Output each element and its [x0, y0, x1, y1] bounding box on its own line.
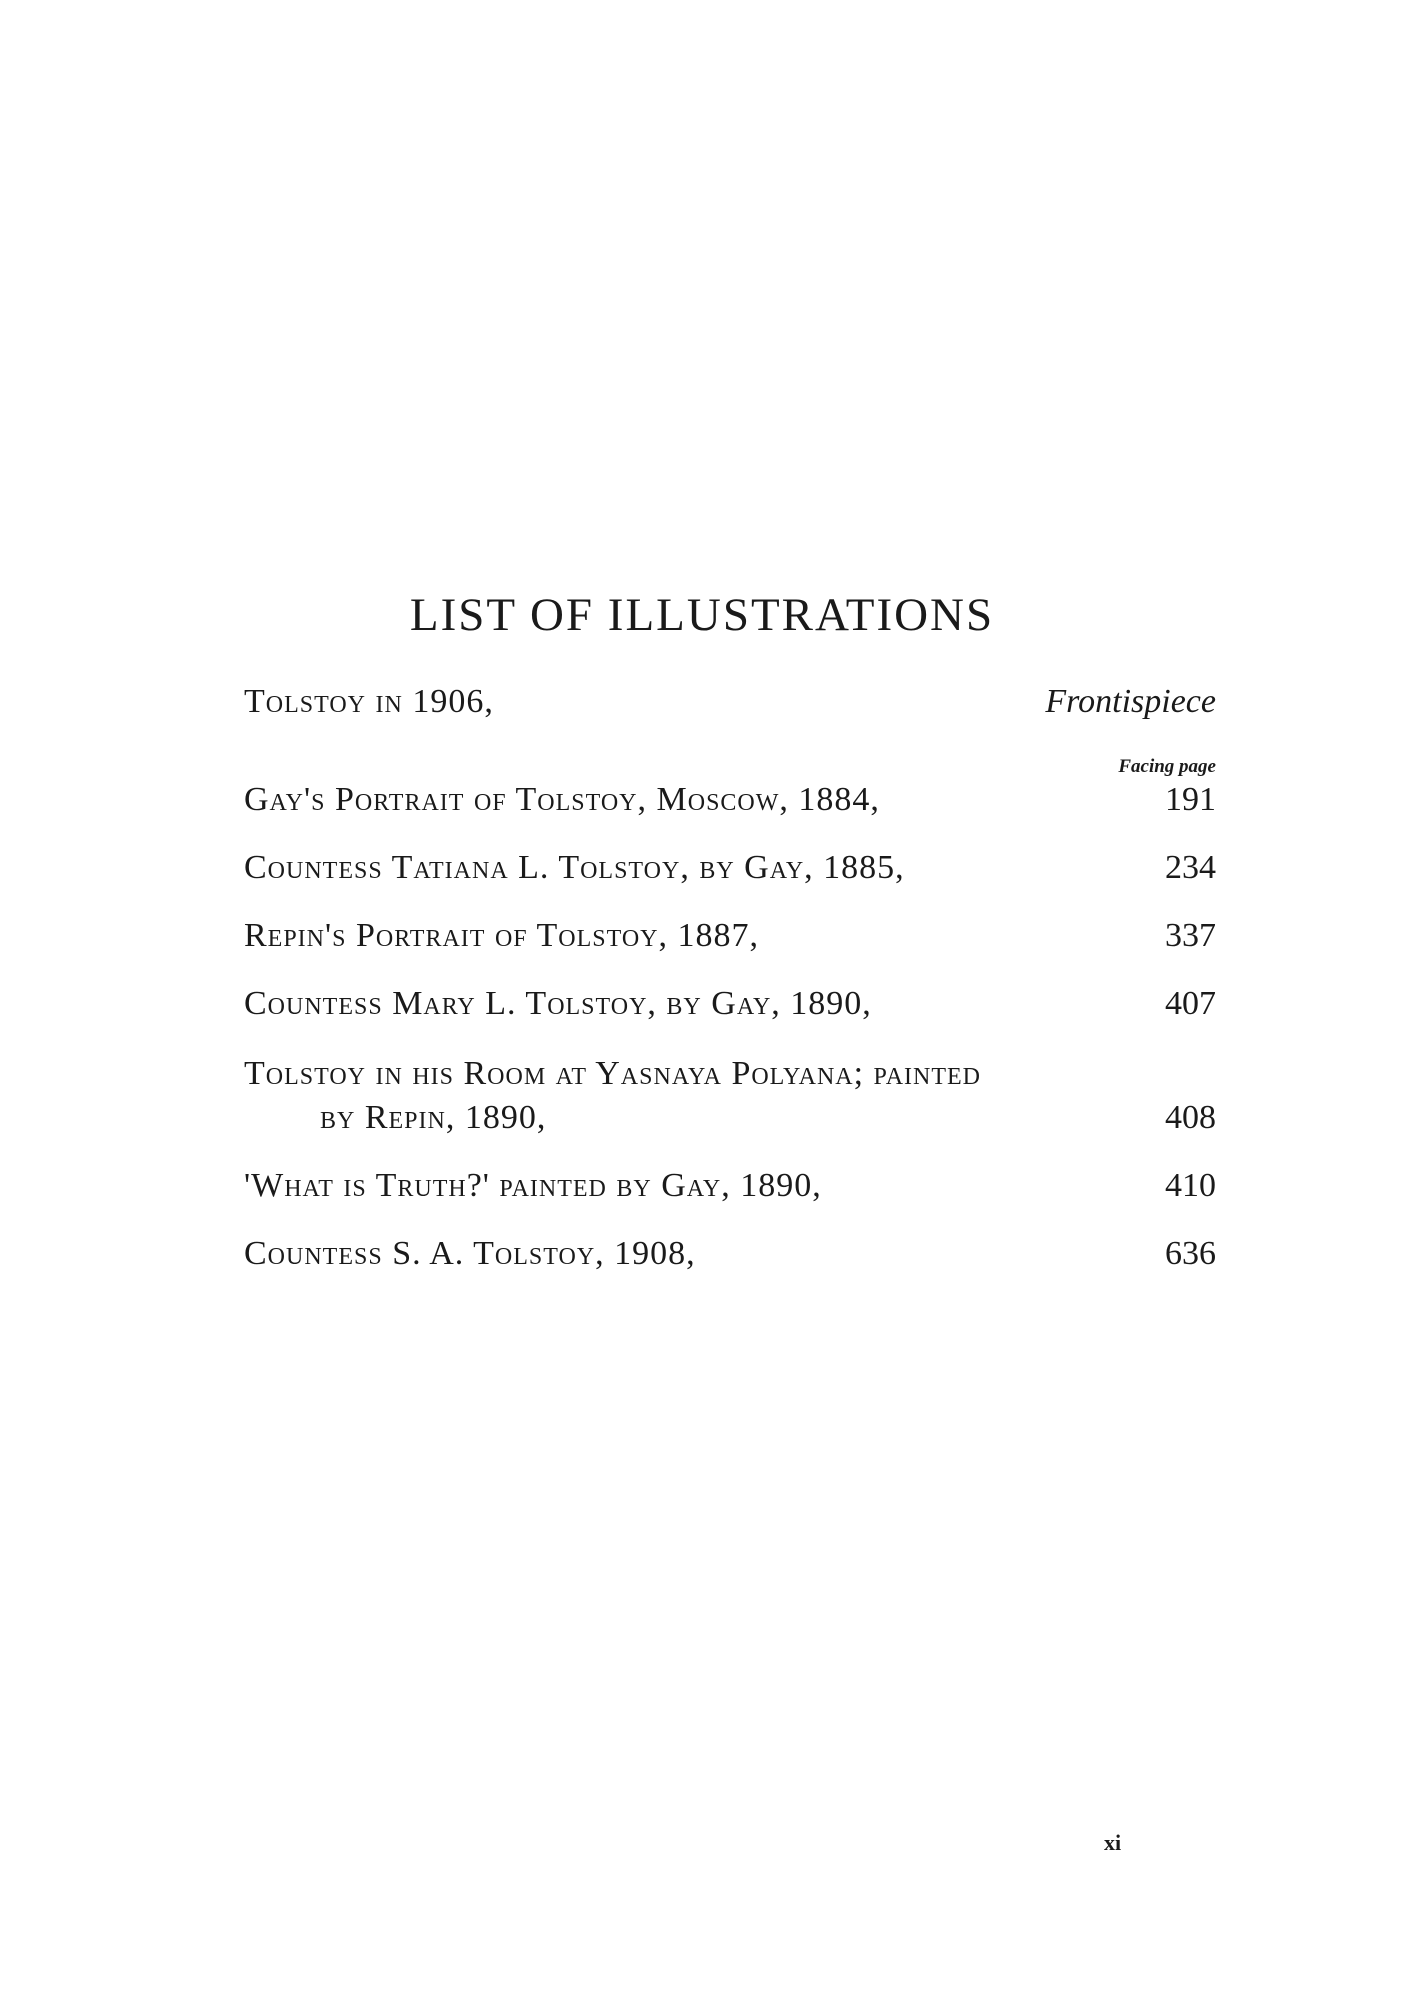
illustration-caption: Gay's Portrait of Tolstoy, Moscow, 1884,	[244, 781, 880, 818]
illustration-page-ref: 410	[1165, 1167, 1216, 1204]
illustration-entry	[244, 1232, 1216, 1276]
illustration-caption: Countess S. A. Tolstoy, 1908,	[244, 1235, 696, 1272]
illustration-page-ref: 337	[1165, 917, 1216, 954]
illustration-entry	[244, 982, 1216, 1026]
illustration-entry	[244, 680, 1216, 724]
illustration-caption-line: by Repin, 1890,	[320, 1099, 547, 1136]
illustration-caption	[244, 1052, 1064, 1140]
page-title: LIST OF ILLUSTRATIONS	[409, 589, 995, 641]
illustration-entry	[244, 778, 1216, 822]
illustration-caption: Countess Mary L. Tolstoy, by Gay, 1890,	[244, 985, 872, 1022]
illustration-page-ref: Frontispiece	[1045, 683, 1216, 720]
illustration-entry	[244, 914, 1216, 958]
facing-page-label: Facing page	[1118, 756, 1216, 777]
illustration-caption: 'What is Truth?' painted by Gay, 1890,	[244, 1167, 822, 1204]
illustration-page-ref: 191	[1165, 781, 1216, 818]
illustration-page-ref: 636	[1165, 1235, 1216, 1272]
illustration-page-ref: 407	[1165, 985, 1216, 1022]
illustration-caption-line: Tolstoy in his Room at Yasnaya Polyana; painted	[244, 1055, 982, 1092]
illustration-entry	[244, 1164, 1216, 1208]
page-number: xi	[1104, 1830, 1122, 1855]
illustration-caption: Countess Tatiana L. Tolstoy, by Gay, 1885,	[244, 849, 905, 886]
illustration-caption: Repin's Portrait of Tolstoy, 1887,	[244, 917, 760, 954]
illustration-caption: Tolstoy in 1906,	[244, 683, 494, 720]
illustration-page-ref: 234	[1165, 849, 1216, 886]
illustration-page-ref: 408	[1165, 1099, 1216, 1136]
illustration-entry	[244, 1052, 1216, 1140]
illustration-entry	[244, 846, 1216, 890]
